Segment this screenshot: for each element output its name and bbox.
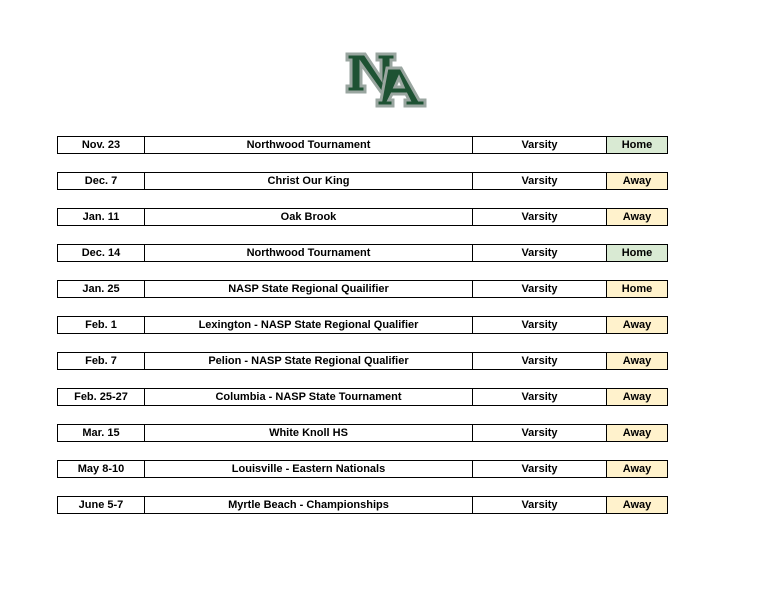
schedule-row xyxy=(57,388,668,406)
schedule-row xyxy=(57,460,668,478)
date-cell: Dec. 7 xyxy=(58,173,145,189)
date-cell: Mar. 15 xyxy=(58,425,145,441)
location-cell: Away xyxy=(607,461,667,477)
event-cell: Oak Brook xyxy=(145,209,473,225)
location-cell: Away xyxy=(607,317,667,333)
schedule-row xyxy=(57,316,668,334)
event-cell: Lexington - NASP State Regional Qualifier xyxy=(145,317,473,333)
location-cell: Away xyxy=(607,353,667,369)
date-cell: Feb. 7 xyxy=(58,353,145,369)
event-cell: White Knoll HS xyxy=(145,425,473,441)
event-cell: Northwood Tournament xyxy=(145,137,473,153)
event-cell: Christ Our King xyxy=(145,173,473,189)
location-cell: Away xyxy=(607,425,667,441)
schedule-row xyxy=(57,208,668,226)
schedule-row xyxy=(57,172,668,190)
location-cell: Away xyxy=(607,497,667,513)
schedule-table xyxy=(57,136,669,532)
event-cell: NASP State Regional Quailifier xyxy=(145,281,473,297)
date-cell: Nov. 23 xyxy=(58,137,145,153)
level-cell: Varsity xyxy=(473,497,607,513)
level-cell: Varsity xyxy=(473,281,607,297)
date-cell: Feb. 25-27 xyxy=(58,389,145,405)
schedule-row xyxy=(57,280,668,298)
level-cell: Varsity xyxy=(473,173,607,189)
school-logo xyxy=(343,48,431,110)
location-cell: Away xyxy=(607,173,667,189)
location-cell: Away xyxy=(607,209,667,225)
level-cell: Varsity xyxy=(473,245,607,261)
schedule-row xyxy=(57,352,668,370)
level-cell: Varsity xyxy=(473,389,607,405)
level-cell: Varsity xyxy=(473,209,607,225)
location-cell: Home xyxy=(607,281,667,297)
schedule-row xyxy=(57,244,668,262)
event-cell: Myrtle Beach - Championships xyxy=(145,497,473,513)
event-cell: Columbia - NASP State Tournament xyxy=(145,389,473,405)
level-cell: Varsity xyxy=(473,317,607,333)
event-cell: Northwood Tournament xyxy=(145,245,473,261)
date-cell: Jan. 11 xyxy=(58,209,145,225)
level-cell: Varsity xyxy=(473,353,607,369)
location-cell: Home xyxy=(607,137,667,153)
event-cell: Louisville - Eastern Nationals xyxy=(145,461,473,477)
level-cell: Varsity xyxy=(473,137,607,153)
date-cell: Dec. 14 xyxy=(58,245,145,261)
schedule-row xyxy=(57,424,668,442)
event-cell: Pelion - NASP State Regional Qualifier xyxy=(145,353,473,369)
location-cell: Away xyxy=(607,389,667,405)
level-cell: Varsity xyxy=(473,425,607,441)
schedule-row xyxy=(57,496,668,514)
date-cell: May 8-10 xyxy=(58,461,145,477)
date-cell: June 5-7 xyxy=(58,497,145,513)
date-cell: Feb. 1 xyxy=(58,317,145,333)
schedule-row xyxy=(57,136,668,154)
location-cell: Home xyxy=(607,245,667,261)
level-cell: Varsity xyxy=(473,461,607,477)
date-cell: Jan. 25 xyxy=(58,281,145,297)
